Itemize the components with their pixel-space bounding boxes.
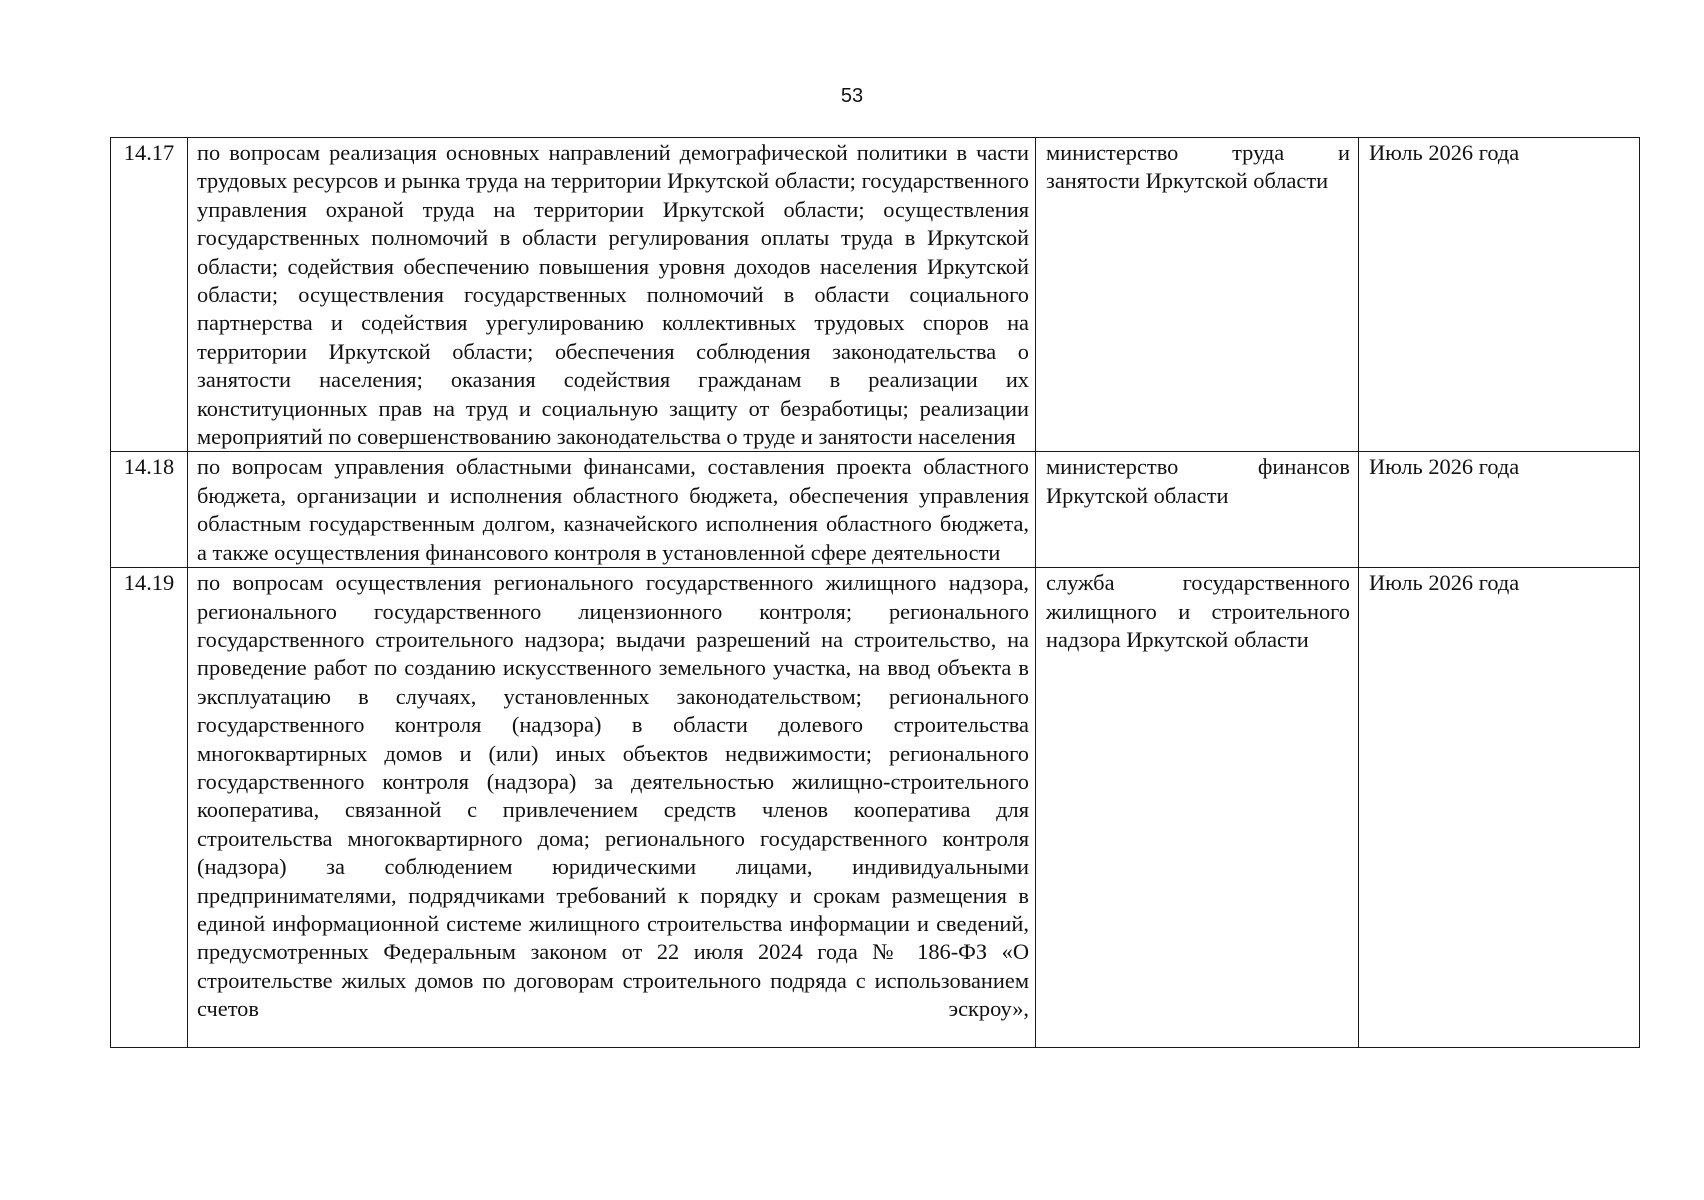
row-number: 14.18 [111, 452, 188, 568]
row-description: по вопросам реализация основных направлений демографической политики в части трудовых ресурсов и рынка труда на территории Иркутской области; государственного управления охраной труда на территории Иркутской области; осуществления государственных полномочий в области регулирования оплаты труда в Иркутской области; содействия обеспечению повышения уровня доходов населения Иркутской области; осуществления государственных полномочий в области социального партнерства и содействия урегулированию коллективных трудовых споров на территории Иркутской области; обеспечения соблюдения законодательства о занятости населения; оказания содействия гражданам в реализации их конституционных прав на труд и социальную защиту от безработицы; реализации мероприятий по совершенствованию законодательства о труде и занятости населения [188, 138, 1036, 452]
row-deadline: Июль 2026 года [1359, 138, 1640, 452]
page-number: 53 [840, 85, 864, 107]
row-responsible: министерство труда и занятости Иркутской области [1036, 138, 1359, 452]
table-row [111, 452, 1640, 568]
row-number: 14.19 [111, 568, 188, 1048]
row-deadline: Июль 2026 года [1359, 568, 1640, 1048]
row-number: 14.17 [111, 138, 188, 452]
table-row [111, 568, 1640, 1048]
table-row [111, 138, 1640, 452]
row-responsible: служба государственного жилищного и строительного надзора Иркутской области [1036, 568, 1359, 1048]
plan-table [110, 137, 1640, 1048]
row-description: по вопросам управления областными финансами, составления проекта областного бюджета, организации и исполнения областного бюджета, обеспечения управления областным государственным долгом, казначейского исполнения областного бюджета, а также осуществления финансового контроля в установленной сфере деятельности [188, 452, 1036, 568]
row-responsible: министерство финансов Иркутской области [1036, 452, 1359, 568]
row-description: по вопросам осуществления регионального государственного жилищного надзора, регионального государственного лицензионного контроля; регионального государственного строительного надзора; выдачи разрешений на строительство, на проведение работ по созданию искусственного земельного участка, на ввод объекта в эксплуатацию в случаях, установленных законодательством; регионального государственного контроля (надзора) в области долевого строительства многоквартирных домов и (или) иных объектов недвижимости; регионального государственного контроля (надзора) за деятельностью жилищно-строительного кооператива, связанной с привлечением средств членов кооператива для строительства многоквартирного дома; регионального государственного контроля (надзора) за соблюдением юридическими лицами, индивидуальными предпринимателями, подрядчиками требований к порядку и срокам размещения в единой информационной системе жилищного строительства информации и сведений, предусмотренных Федеральным законом от 22 июля 2024 года № 186-ФЗ «О строительстве жилых домов по договорам строительного подряда с использованием счетов эскроу», [188, 568, 1036, 1048]
row-deadline: Июль 2026 года [1359, 452, 1640, 568]
